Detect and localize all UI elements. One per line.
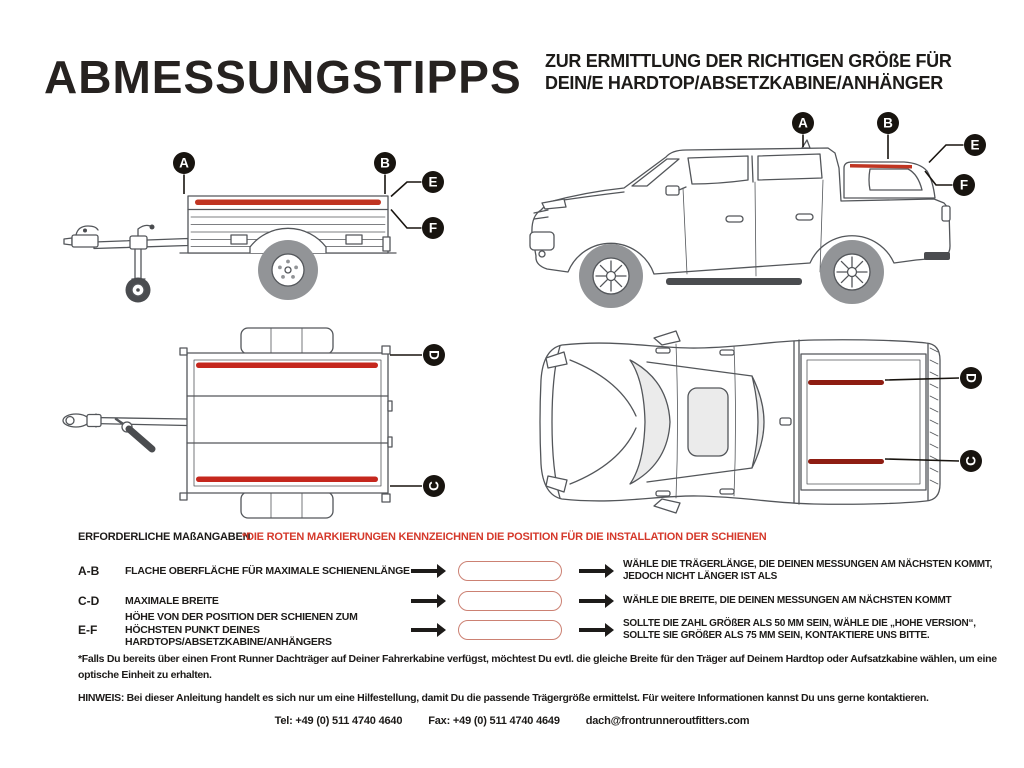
marker-badge-a [173, 152, 195, 174]
arrow-right-icon [579, 599, 605, 603]
subtitle-line-2: DEIN/E HARDTOP/ABSETZKABINE/ANHÄNGER [545, 73, 943, 93]
measurement-value-field [458, 561, 562, 581]
measurement-description: MAXIMALE BREITE [125, 594, 219, 607]
measurement-code: E-F [78, 623, 98, 637]
measurement-value-field [458, 620, 562, 640]
trailer-top-rail-marking-c [196, 477, 378, 483]
trailer-top-view-illustration [30, 323, 472, 525]
red-markings-note: *DIE ROTEN MARKIERUNGEN KENNZEICHNEN DIE POSITION FÜR DIE INSTALLATION DER SCHIENEN [242, 531, 767, 543]
truck-top-rail-marking-c [808, 459, 884, 464]
marker-badge-c [960, 450, 982, 472]
measurement-result: WÄHLE DIE TRÄGERLÄNGE, DIE DEINEN MESSUNGEN AM NÄCHSTEN KOMMT, JEDOCH NICHT LÄNGER IST ALS [623, 558, 993, 582]
trailer-side-view-illustration [28, 138, 470, 324]
marker-badge-d [423, 344, 445, 366]
measurement-row-ef [78, 613, 998, 647]
svg-text:A: A [798, 115, 808, 131]
trailer-top-markers [390, 344, 445, 497]
measurement-result: SOLLTE DIE ZAHL GRÖßER ALS 50 MM SEIN, WÄHLE DIE „HOHE VERSION“, SOLLTE SIE GRÖßER ALS 75 MM SEIN, KONTAKTIERE UNS BITTE. [623, 617, 976, 641]
marker-badge-d [960, 367, 982, 389]
hint-note: HINWEIS: Bei dieser Anleitung handelt es sich nur um eine Hilfestellung, damit Du die passende Trägergröße ermittelst. Für weitere Informationen kannst Du uns gerne kontaktieren. [78, 692, 929, 704]
subtitle-line-1: ZUR ERMITTLUNG DER RICHTIGEN GRÖßE FÜR [545, 51, 952, 71]
contact-email: dach@frontrunneroutfitters.com [585, 715, 750, 727]
svg-text:B: B [380, 155, 390, 171]
arrow-right-icon [579, 569, 605, 573]
svg-text:F: F [428, 220, 438, 236]
page-subtitle [545, 50, 952, 94]
marker-badge-b [877, 112, 899, 134]
measurement-value-field [458, 591, 562, 611]
svg-text:C: C [963, 456, 979, 466]
measurement-description: HÖHE VON DER POSITION DER SCHIENEN ZUM HÖCHSTEN PUNKT DEINES HARDTOPS/ABSETZKABINE/ANHÄNGERS [125, 611, 358, 649]
trailer-top-rail-marking-d [196, 363, 378, 369]
svg-text:D: D [426, 350, 442, 360]
page-title: ABMESSUNGSTIPPS [44, 51, 522, 103]
marker-badge-e [964, 134, 986, 156]
svg-text:F: F [959, 177, 969, 193]
svg-text:B: B [883, 115, 893, 131]
svg-text:A: A [179, 155, 189, 171]
svg-text:E: E [428, 174, 438, 190]
truck-top-view-illustration [528, 328, 1002, 526]
measurement-code: C-D [78, 594, 100, 608]
trailer-side-rail-marking [195, 200, 381, 206]
arrow-right-icon [411, 569, 437, 573]
marker-badge-a [792, 112, 814, 134]
marker-badge-e [422, 171, 444, 193]
marker-badge-c [423, 475, 445, 497]
arrow-right-icon [411, 628, 437, 632]
arrow-right-icon [579, 628, 605, 632]
arrow-right-icon [411, 599, 437, 603]
truck-side-view-illustration [520, 106, 1002, 324]
measurement-result: WÄHLE DIE BREITE, DIE DEINEN MESSUNGEN AM NÄCHSTEN KOMMT [623, 594, 952, 606]
measurements-heading: ERFORDERLICHE MAßANGABEN [78, 531, 251, 543]
svg-text:E: E [970, 137, 980, 153]
footnote: *Falls Du bereits über einen Front Runner Dachträger auf Deiner Fahrerkabine verfügst, möchtest Du evtl. die gleiche Breite für den Träger auf Deinem Hardtop oder Aufsatzkabine wählen, um eine optische Einheit zu erhalten. [78, 653, 997, 681]
measurement-row-ab [78, 556, 998, 586]
truck-top-rail-marking-d [808, 380, 884, 385]
measurement-code: A-B [78, 564, 100, 578]
marker-badge-f [422, 217, 444, 239]
contact-fax: Fax: +49 (0) 511 4740 4649 [428, 715, 560, 727]
contact-tel: Tel: +49 (0) 511 4740 4640 [274, 715, 403, 727]
svg-text:D: D [963, 373, 979, 383]
marker-badge-f [953, 174, 975, 196]
marker-badge-b [374, 152, 396, 174]
svg-text:C: C [426, 481, 442, 491]
measurement-description: FLACHE OBERFLÄCHE FÜR MAXIMALE SCHIENENLÄNGE [125, 564, 410, 577]
contact-line [0, 715, 1024, 727]
